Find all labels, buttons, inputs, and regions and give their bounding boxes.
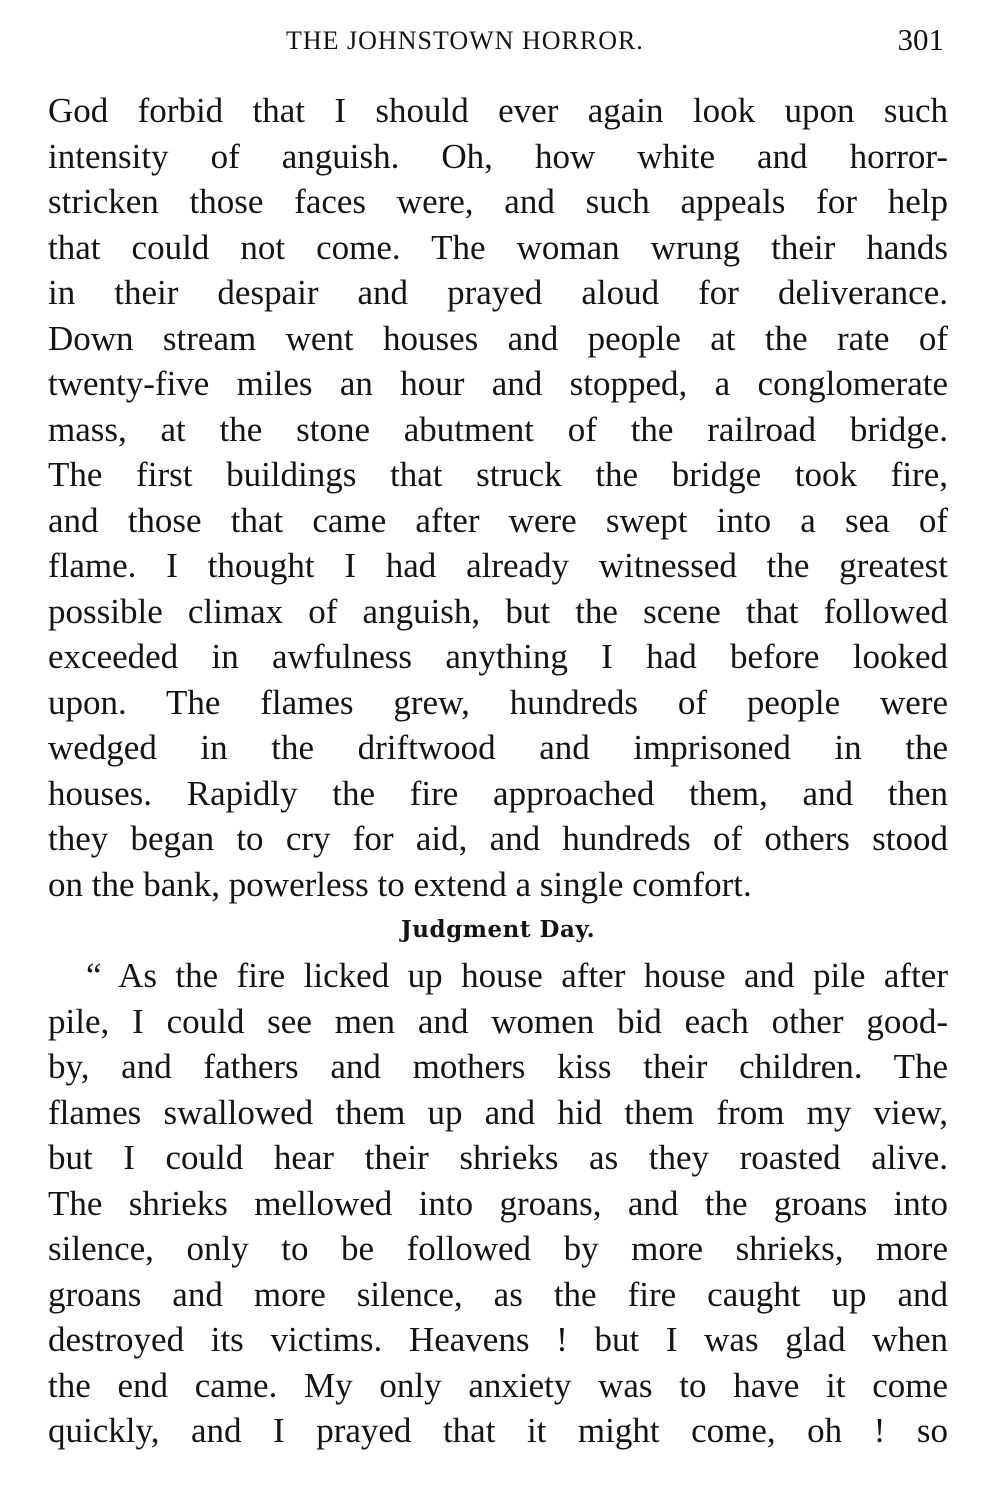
text-line: on the bank, powerless to extend a single comfort. <box>48 864 752 904</box>
text-line: in their despair and prayed aloud for deliverance. <box>48 273 948 312</box>
text-line: upon. The flames grew, hundreds of people were <box>48 682 948 722</box>
text-line: the end came. My only anxiety was to have it come <box>48 1365 948 1405</box>
section-heading: Judgment Day. <box>400 916 596 943</box>
text-line: mass, at the stone abutment of the railroad bridge. <box>48 409 948 449</box>
text-line: groans and more silence, as the fire caught up and <box>48 1274 948 1314</box>
text-line: by, and fathers and mothers kiss their children. The <box>48 1047 948 1086</box>
body-text <box>48 88 948 1454</box>
text-line: quickly, and I prayed that it might come, oh ! so <box>48 1411 948 1450</box>
text-line: flames swallowed them up and hid them from my view, <box>48 1092 948 1132</box>
paragraph-2 <box>48 953 948 1454</box>
text-line: exceeded in awfulness anything I had before looked <box>48 637 948 676</box>
text-line: intensity of anguish. Oh, how white and horror- <box>48 136 948 176</box>
text-line: that could not come. The woman wrung their hands <box>48 227 948 267</box>
text-line: they began to cry for aid, and hundreds of others stood <box>48 819 948 858</box>
running-title: THE JOHNSTOWN HORROR. <box>286 26 644 55</box>
page-number: 301 <box>897 22 944 57</box>
text-line: flame. I thought I had already witnessed the greatest <box>48 546 948 585</box>
running-head <box>48 0 948 80</box>
text-line: Down stream went houses and people at the rate of <box>48 318 948 358</box>
text-line: God forbid that I should ever again look upon such <box>48 91 948 130</box>
text-line: but I could hear their shrieks as they roasted alive. <box>48 1138 948 1177</box>
text-line: houses. Rapidly the fire approached them, and then <box>48 773 948 813</box>
paragraph-1 <box>48 88 948 907</box>
text-line: The shrieks mellowed into groans, and the groans into <box>48 1183 948 1223</box>
text-line: pile, I could see men and women bid each other good- <box>48 1001 948 1041</box>
text-line: The first buildings that struck the bridge took fire, <box>48 455 948 494</box>
text-line: “ As the fire licked up house after house and pile after <box>86 956 948 995</box>
text-line: stricken those faces were, and such appeals for help <box>48 182 948 221</box>
text-line: and those that came after were swept into a sea of <box>48 500 948 540</box>
text-line: silence, only to be followed by more shrieks, more <box>48 1229 948 1268</box>
text-line: wedged in the driftwood and imprisoned in the <box>48 728 948 767</box>
text-line: destroyed its victims. Heavens ! but I was glad when <box>48 1320 948 1359</box>
text-line: twenty-five miles an hour and stopped, a conglomerate <box>48 364 948 403</box>
text-line: possible climax of anguish, but the scene that followed <box>48 591 948 631</box>
